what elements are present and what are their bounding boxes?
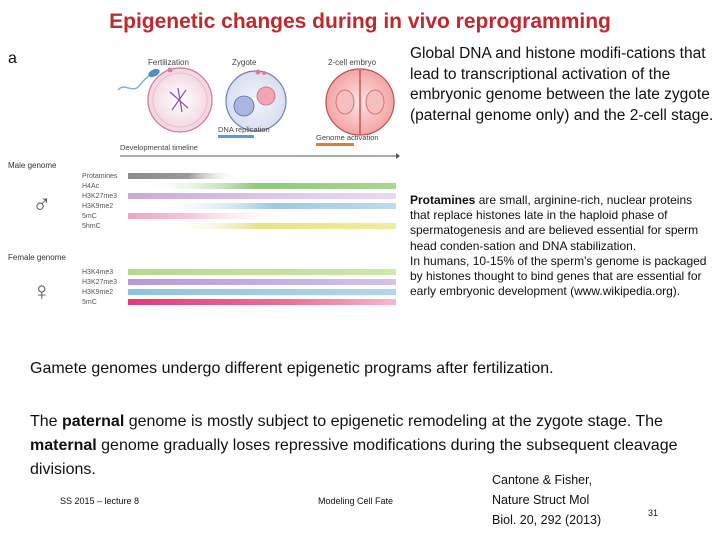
genome-activation-bar bbox=[316, 143, 354, 146]
dna-replication-bar bbox=[218, 135, 254, 138]
bar-h4ac bbox=[140, 183, 396, 189]
bar-5mc bbox=[128, 213, 288, 219]
footer-lecture: SS 2015 – lecture 8 bbox=[60, 496, 140, 506]
mark-label: Protamines bbox=[82, 173, 118, 180]
female-genome-label: Female genome bbox=[8, 253, 66, 262]
bar-protamines bbox=[128, 173, 238, 179]
gamete-statement: Gamete genomes undergo different epigenetic programs after fertilization. bbox=[30, 360, 554, 377]
protamines-term: Protamines bbox=[410, 193, 476, 207]
protamines-human-note: In humans, 10-15% of the sperm's genome is packaged by histones thought to bind genes that are essential for early embryonic development (www.wikipedia.org). bbox=[410, 253, 707, 299]
citation-line: Nature Struct Mol bbox=[492, 493, 590, 507]
panel-letter: a bbox=[8, 50, 17, 67]
female-symbol-icon: ♀ bbox=[32, 276, 52, 306]
male-symbol-icon: ♂ bbox=[32, 189, 52, 219]
text-span: genome gradually loses repressive modifications during the subsequent cleavage divisions. bbox=[30, 437, 678, 478]
mark-label: H3K9me2 bbox=[82, 203, 114, 210]
mark-label: 5mC bbox=[82, 213, 97, 220]
bar-female-5mc bbox=[128, 299, 396, 305]
stage-label-fertilization: Fertilization bbox=[148, 58, 189, 67]
citation bbox=[492, 470, 601, 530]
stage-label-2-cell: 2-cell embryo bbox=[328, 58, 377, 67]
mark-label: H3K27me3 bbox=[82, 193, 118, 200]
mark-label: 5mC bbox=[82, 299, 97, 306]
bar-h3k9me2 bbox=[150, 203, 396, 209]
genome-activation-label: Genome activation bbox=[316, 133, 379, 142]
stage-label-zygote: Zygote bbox=[232, 58, 257, 67]
dna-replication-label: DNA replication bbox=[218, 125, 270, 134]
mark-label: H4Ac bbox=[82, 183, 100, 190]
bar-female-h3k27me3 bbox=[128, 279, 396, 285]
paternal-term: paternal bbox=[62, 413, 125, 430]
mark-label: H3K4me3 bbox=[82, 269, 114, 276]
male-genome-label: Male genome bbox=[8, 161, 57, 170]
page-number: 31 bbox=[648, 508, 659, 518]
text-span: The bbox=[30, 413, 63, 430]
citation-line: Biol. 20, 292 (2013) bbox=[492, 513, 602, 527]
protamines-definition: are small, arginine-rich, nuclear proteins that replace histones late in the haploid phase of spermatogenesis and are believed essential for sperm head conden-sation and DNA stabilization. bbox=[410, 193, 699, 253]
protamines-note bbox=[410, 193, 710, 299]
paternal-maternal-statement bbox=[30, 410, 710, 482]
footer-course: Modeling Cell Fate bbox=[318, 496, 394, 506]
timeline-label: Developmental timeline bbox=[120, 143, 198, 152]
epigenetic-figure bbox=[0, 48, 400, 348]
two-cell-embryo-icon bbox=[326, 69, 394, 135]
bar-5hmc bbox=[165, 223, 396, 229]
mark-label: H3K9me2 bbox=[82, 289, 114, 296]
genome-activation-text: Global DNA and histone modifi-cations that lead to transcriptional activation of the embryonic genome between the late zygote (paternal genome only) and the 2-cell stage. bbox=[410, 45, 714, 124]
text-span: genome is mostly subject to epigenetic remodeling at the zygote stage. The bbox=[124, 413, 663, 430]
bar-female-h3k9me2 bbox=[128, 289, 396, 295]
citation-line: Cantone & Fisher, bbox=[492, 473, 593, 487]
mark-label: 5hmC bbox=[82, 223, 101, 230]
bar-female-h3k4me3 bbox=[128, 269, 396, 275]
zygote-icon bbox=[226, 70, 286, 132]
bar-h3k27me3 bbox=[128, 193, 396, 199]
maternal-term: maternal bbox=[30, 437, 97, 454]
oocyte-icon bbox=[148, 68, 212, 133]
slide-title: Epigenetic changes during in vivo reprogramming bbox=[109, 10, 611, 33]
mark-label: H3K27me3 bbox=[82, 279, 118, 286]
